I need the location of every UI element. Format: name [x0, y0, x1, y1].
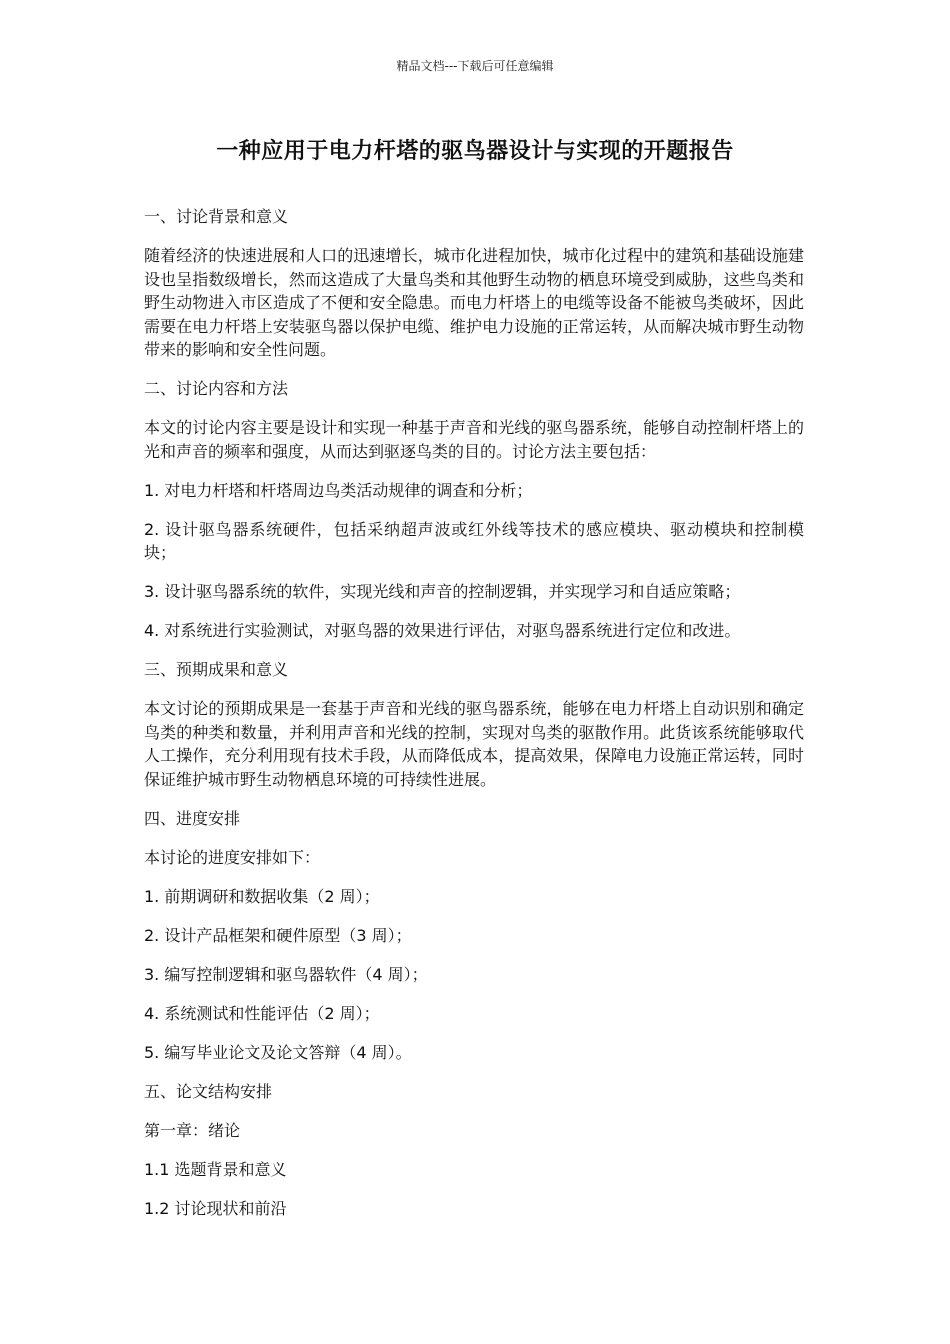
subsection-1-2: 1.2 讨论现状和前沿	[144, 1198, 287, 1218]
list-item-schedule-5: 5. 编写毕业论文及论文答辩（4 周）。	[144, 1042, 412, 1062]
chapter-heading-1: 第一章：绪论	[144, 1120, 241, 1140]
list-item-schedule-2: 2. 设计产品框架和硬件原型（3 周）；	[144, 925, 412, 945]
subsection-1-1: 1.1 选题背景和意义	[144, 1159, 287, 1179]
list-item-method-1: 1. 对电力杆塔和杆塔周边鸟类活动规律的调查和分析；	[144, 480, 533, 500]
paragraph-background: 随着经济的快速进展和人口的迅速增长，城市化进程加快，城市化过程中的建筑和基础设施建设也呈指数级增长，然而这造成了大量鸟类和其他野生动物的栖息环境受到威胁，这些鸟类和野生动物进入市区造成了不便和安全隐患。而电力杆塔上的电缆等设备不能被鸟类破坏，因此需要在电力杆塔上安装驱鸟器以保护电缆、维护电力设施的正常运转，从而解决城市野生动物带来的影响和安全性问题。	[144, 246, 804, 359]
section-heading-schedule: 四、进度安排	[144, 808, 241, 828]
paragraph-expected-results: 本文讨论的预期成果是一套基于声音和光线的驱鸟器系统，能够在电力杆塔上自动识别和确定鸟类的种类和数量，并利用声音和光线的控制，实现对鸟类的驱散作用。此货该系统能够取代人工操作，充分利用现有技术手段，从而降低成本，提高效果，保障电力设施正常运转，同时保证维护城市野生动物栖息环境的可持续性进展。	[144, 699, 804, 789]
list-item-method-4: 4. 对系统进行实验测试，对驱鸟器的效果进行评估，对驱鸟器系统进行定位和改进。	[144, 621, 741, 640]
section-heading-expected-results: 三、预期成果和意义	[144, 660, 289, 679]
list-item-schedule-3: 3. 编写控制逻辑和驱鸟器软件（4 周）；	[144, 964, 428, 984]
document-body	[144, 205, 804, 1236]
paragraph-content-method: 本文的讨论内容主要是设计和实现一种基于声音和光线的驱鸟器系统，能够自动控制杆塔上的光和声音的频率和强度，从而达到驱逐鸟类的目的。讨论方法主要包括：	[144, 418, 804, 461]
document-title: 一种应用于电力杆塔的驱鸟器设计与实现的开题报告	[216, 139, 734, 164]
paragraph-schedule-intro: 本讨论的进度安排如下：	[144, 847, 321, 867]
page-header: 精品文档---下载后可任意编辑	[396, 59, 554, 73]
section-heading-structure: 五、论文结构安排	[144, 1081, 273, 1101]
section-heading-content-method: 二、讨论内容和方法	[144, 379, 289, 398]
list-item-schedule-1: 1. 前期调研和数据收集（2 周）；	[144, 886, 380, 906]
section-heading-background: 一、讨论背景和意义	[144, 207, 289, 226]
list-item-method-2: 2. 设计驱鸟器系统硬件，包括采纳超声波或红外线等技术的感应模块、驱动模块和控制模块；	[144, 519, 804, 562]
list-item-method-3: 3. 设计驱鸟器系统的软件，实现光线和声音的控制逻辑，并实现学习和自适应策略；	[144, 582, 741, 601]
list-item-schedule-4: 4. 系统测试和性能评估（2 周）；	[144, 1003, 380, 1023]
